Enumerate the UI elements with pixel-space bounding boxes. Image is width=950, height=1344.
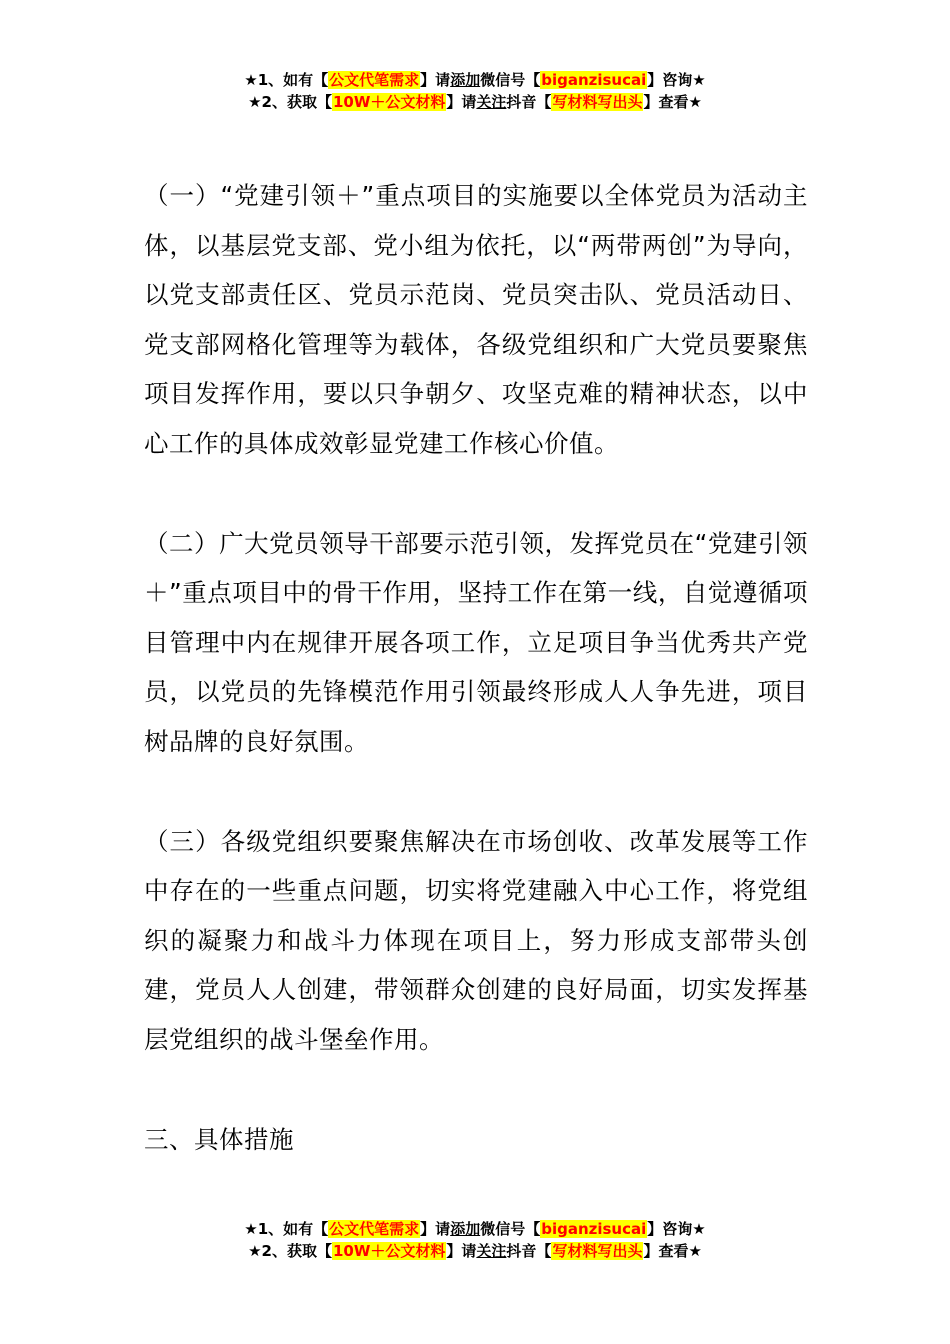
footer-highlight-wechat-id: biganzisucai: [541, 1220, 647, 1238]
footer-banner-line-1: ★1、如有【公文代笔需求】请添加微信号【biganzisucai】咨询★: [244, 1220, 706, 1238]
highlight-douyin: 写材料写出头: [552, 93, 643, 111]
footer-highlight-materials: 10W＋公文材料: [332, 1242, 446, 1260]
highlight-wechat-id: biganzisucai: [541, 71, 647, 89]
footer-banner: [0, 1218, 950, 1262]
banner-line-1: ★1、如有【公文代笔需求】请添加微信号【biganzisucai】咨询★: [244, 71, 706, 89]
highlight-materials: 10W＋公文材料: [332, 93, 446, 111]
footer-highlight-douyin: 写材料写出头: [552, 1242, 643, 1260]
banner-line-2: ★2、获取【10W＋公文材料】请关注抖音【写材料写出头】查看★: [248, 93, 702, 111]
paragraph-1: （一）“党建引领＋”重点项目的实施要以全体党员为活动主体，以基层党支部、党小组为依托，以“两带两创”为导向，以党支部责任区、党员示范岗、党员突击队、党员活动日、党支部网格化管理等为载体，各级党组织和广大党员要聚焦项目发挥作用，要以只争朝夕、攻坚克难的精神状态，以中心工作的具体成效彰显党建工作核心价值。: [144, 181, 808, 458]
footer-highlight-service: 公文代笔需求: [329, 1220, 420, 1238]
header-banner: [0, 69, 950, 113]
highlight-service: 公文代笔需求: [329, 71, 420, 89]
section-heading: 三、具体措施: [144, 1124, 294, 1154]
document-body: [144, 171, 808, 1164]
paragraph-3: （三）各级党组织要聚焦解决在市场创收、改革发展等工作中存在的一些重点问题，切实将党建融入中心工作，将党组织的凝聚力和战斗力体现在项目上，努力形成支部带头创建，党员人人创建，带领群众创建的良好局面，切实发挥基层党组织的战斗堡垒作用。: [144, 826, 808, 1054]
footer-banner-line-2: ★2、获取【10W＋公文材料】请关注抖音【写材料写出头】查看★: [248, 1242, 702, 1260]
paragraph-2: （二）广大党员领导干部要示范引领，发挥党员在“党建引领＋”重点项目中的骨干作用，坚持工作在第一线，自觉遵循项目管理中内在规律开展各项工作，立足项目争当优秀共产党员，以党员的先锋模范作用引领最终形成人人争先进，项目树品牌的良好氛围。: [144, 528, 808, 756]
